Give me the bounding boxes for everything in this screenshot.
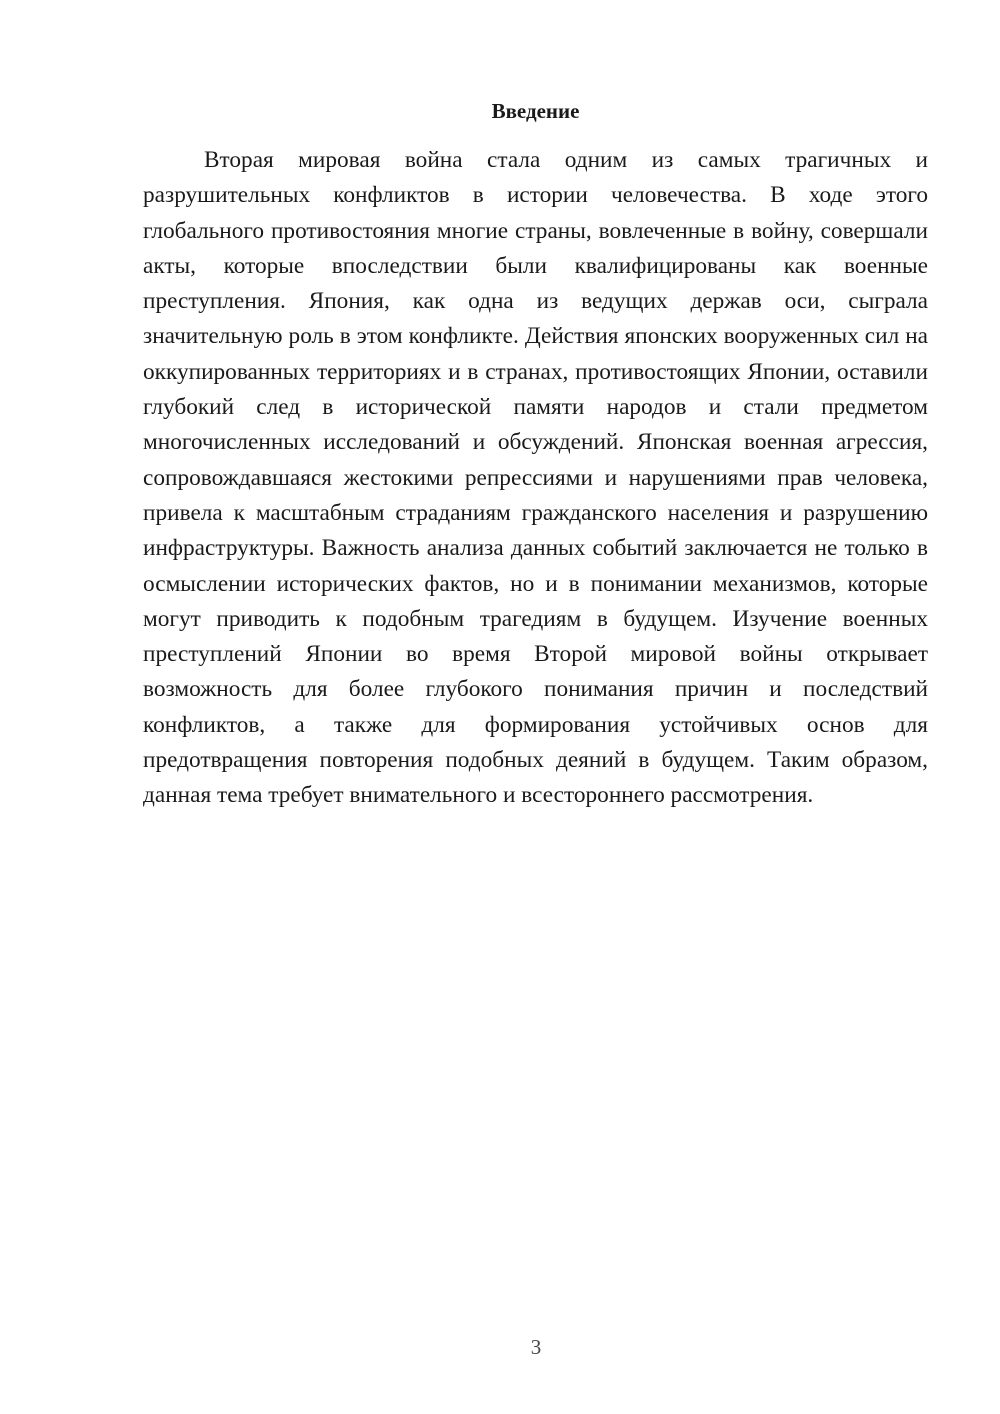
page-number: 3 xyxy=(530,1335,542,1359)
section-heading: Введение xyxy=(491,99,580,123)
body-paragraph: Вторая мировая война стала одним из самых трагичных и разрушительных конфликтов в истории человечества. В ходе этого глобального противостояния многие страны, вовлеченные в войну, совершали акты, которые впоследствии были квалифицированы как военные преступления. Япония, как одна из ведущих держав оси, сыграла значительную роль в этом конфликте. Действия японских вооруженных сил на оккупированных территориях и в странах, противостоящих Японии, оставили глубокий след в исторической памяти народов и стали предметом многочисленных исследований и обсуждений. Японская военная агрессия, сопровождавшаяся жестокими репрессиями и нарушениями прав человека, привела к масштабным страданиям гражданского населения и разрушению инфраструктуры. Важность анализа данных событий заключается не только в осмыслении исторических фактов, но и в понимании механизмов, которые могут приводить к подобным трагедиям в будущем. Изучение военных преступлений Японии во время Второй мировой войны открывает возможность для более глубокого понимания причин и последствий конфликтов, а также для формирования устойчивых основ для предотвращения повторения подобных деяний в будущем. Таким образом, данная тема требует внимательного и всестороннего рассмотрения. xyxy=(143,147,928,809)
